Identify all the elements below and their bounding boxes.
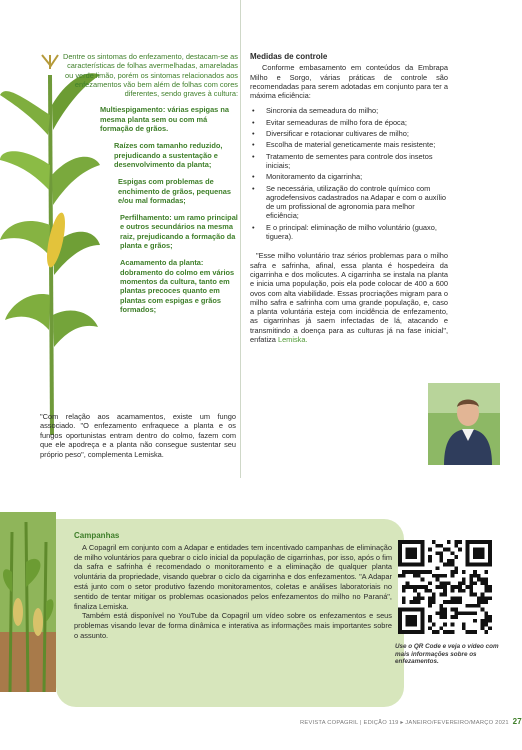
campaigns-heading: Campanhas [74,531,120,540]
control-measures-lead: Conforme embasamento em conteúdos da Embrapa Milho e Sorgo, várias práticas de controle são recomendadas para serem adotadas em conjunto para ter a máxima eficiência: [250,63,448,101]
list-item: • Diversificar e rotacionar cultivares de milho; [250,129,448,138]
lemiska-quote-left: "Com relação aos acamamentos, existe um fungo associado. "O enfezamento enfraquece a planta e os fungos oportunistas entram dentro do colmo, fazem com que ele apodreça e a planta não consegue sustentar seu próprio peso", complementa Lemiska. [40,412,236,459]
qr-caption: Use o QR Code e veja o vídeo com mais informações sobre os enfezamentos. [395,643,499,666]
campaigns-paragraph: Também está disponível no YouTube da Copagril um vídeo sobre os enfezamentos e seus problemas visando levar de forma dinâmica e interativa as informações mais importantes sobre o assunto. [74,611,392,640]
control-measures-list [250,106,448,241]
quote-author: Lemiska. [277,335,308,345]
campaigns-box [56,519,404,707]
footer-text: REVISTA COPAGRIL | EDIÇÃO 119 ▸ JANEIRO/FEVEREIRO/MARÇO 2021 [300,720,509,726]
symptoms-column [58,52,238,322]
symptom-item: Acamamento da planta: dobramento do colmo em vários momentos da cultura, tanto em plantas precoces quanto em plantas com espigas e grãos formados; [120,258,235,314]
lemiska-photo [428,383,500,465]
campaigns-paragraph: A Copagril em conjunto com a Adapar e entidades tem incentivado campanhas de eliminação de milho voluntários para quebrar o ciclo inicial da população de cigarrinhas, por isso, após o fim da safra e safrinha é recomendado o monitoramento e a eliminação de qualquer planta voluntária da propriedade, visando quebrar o ciclo da cigarrinha e dos enfezamentos. "A Adapar está junto com o setor produtivo fazendo monitoramentos, coletas e análises laboratoriais no sentido de tentar mitigar os problemas ocasionados pelos enfezamentos do milho no Paraná", finaliza Lemiska. [74,542,392,611]
symptom-item: Multiespigamento: várias espigas na mesma planta sem ou com má formação de grãos. [100,105,229,134]
control-measures-heading: Medidas de controle [250,52,328,61]
symptoms-intro: Dentre os sintomas do enfezamento, destacam-se as características de folhas avermelhadas, amareladas ou verde limão, porém os sintomas relacionados aos enfezamentos vão bem além de folhas com cores diferentes, sendo graves à cultura: [62,52,238,99]
qr-code-graphic [398,540,492,634]
control-measures-column [250,52,448,344]
symptom-item: Raízes com tamanho reduzido, prejudicando a sustentação e desenvolvimento da planta; [114,141,223,169]
column-divider [240,0,241,478]
symptom-item: Perfilhamento: um ramo principal e outros secundários na mesma raiz, prejudicando a formação da planta e grãos; [120,213,238,251]
volunteer-corn-quote [250,251,448,344]
symptom-item: Espigas com problemas de enchimento de grãos, pequenas e/ou mal formadas; [118,177,231,205]
list-item: • Se necessária, utilização do controle químico com agrodefensivos cadastrados na Adapar e com o auxílio de um profissional de agronomia para melhor eficiência; [250,184,448,221]
list-item: • Evitar semeaduras de milho fora de época; [250,118,448,127]
corn-field-photo [0,512,56,692]
page-number: 27 [512,717,522,726]
quote-text: "Esse milho voluntário traz sérios problemas para o milho safra e safrinha, afinal, essa planta é hospedeira da cigarrinha e dos molicutes. A cigarrinha se instala na planta e inicia uma população, pois ela pode colocar de 400 a 600 ovos com alta viabilidade. Essas procriações migram para o milho safra e safrinha com uma grande população, e, caso a planta voluntária esteja com incidência de enfezamento, as cigarrinhas já saem infectadas de lá, atacando e transmitindo a doença para as culturas já na fase inicial", enfatiza [250,251,448,345]
qr-code-icon[interactable] [398,540,492,634]
list-item: • Escolha de material geneticamente mais resistente; [250,140,448,149]
list-item: • Sincronia da semeadura do milho; [250,106,448,115]
list-item: • Monitoramento da cigarrinha; [250,172,448,181]
page-footer [300,717,522,726]
list-item: • Tratamento de sementes para controle dos insetos iniciais; [250,152,448,171]
list-item: • E o principal: eliminação de milho voluntário (guaxo, tiguera). [250,223,448,242]
person-avatar-icon [428,383,500,465]
corn-field-icon [0,512,56,692]
